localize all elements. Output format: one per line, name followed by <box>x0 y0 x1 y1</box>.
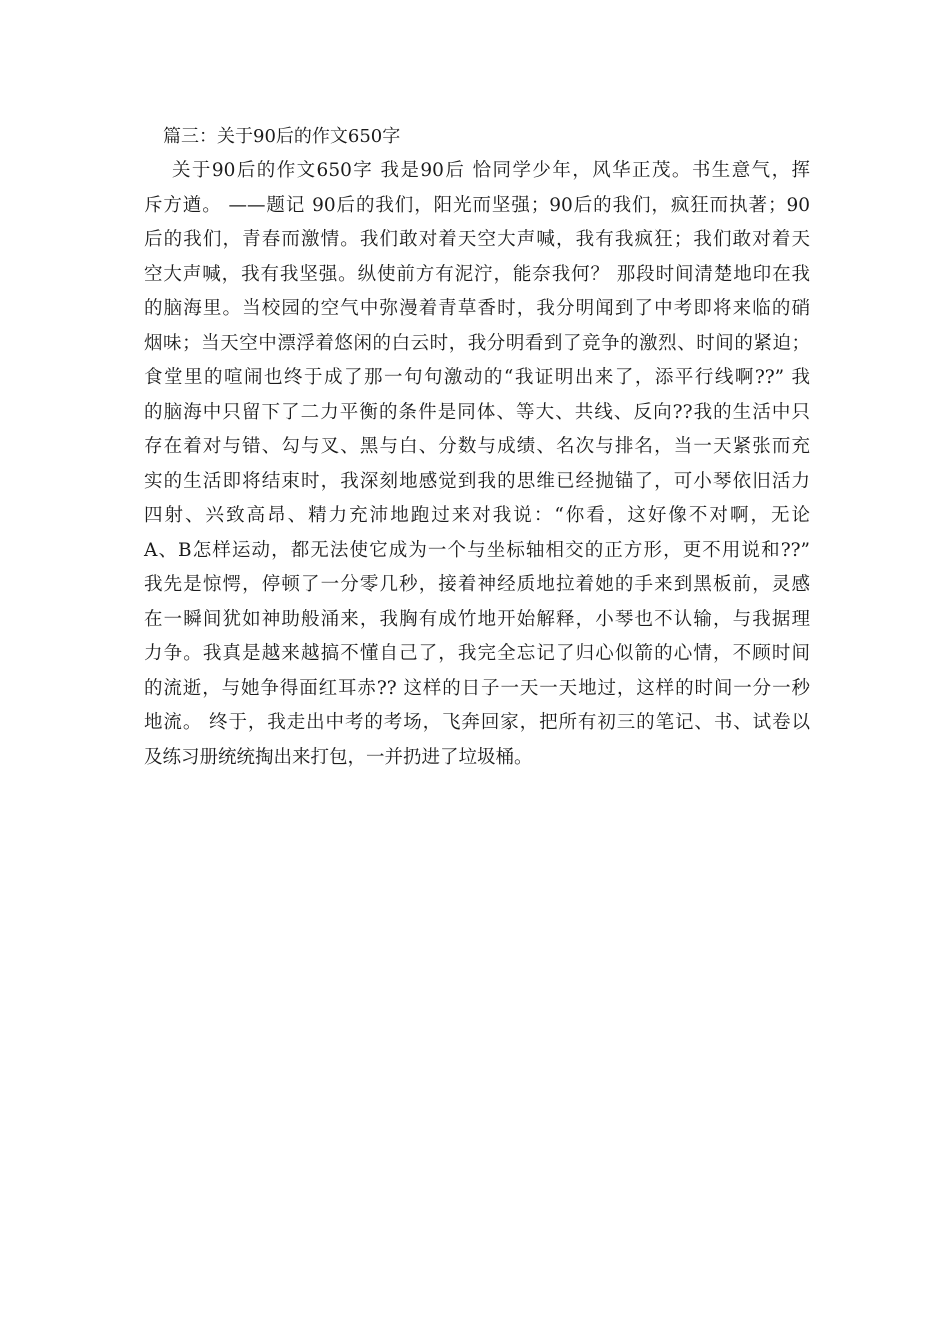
essay-line: 的脑海里。当校园的空气中弥漫着青草香时，我分明闻到了中考即将来临的硝 <box>144 298 810 319</box>
essay-line: 在一瞬间犹如神助般涌来，我胸有成竹地开始解释，小琴也不认输，与我据理 <box>144 608 810 630</box>
essay-line: 存在着对与错、勾与叉、黑与白、分数与成绩、名次与排名，当一天紧张而充 <box>144 436 810 457</box>
essay-line: 及练习册统统掏出来打包，一并扔进了垃圾桶。 <box>144 746 533 768</box>
essay-line: 地流。 终于，我走出中考的考场，飞奔回家，把所有初三的笔记、书、试卷以 <box>144 712 810 733</box>
essay-line: 的流逝，与她争得面红耳赤?? 这样的日子一天一天地过，这样的时间一分一秒 <box>144 677 810 699</box>
essay-line: 的脑海中只留下了二力平衡的条件是同体、等大、共线、反向??我的生活中只 <box>144 401 810 423</box>
essay-line: 实的生活即将结束时，我深刻地感觉到我的思维已经抛锚了，可小琴依旧活力 <box>144 470 810 492</box>
essay-line: 斥方遒。 ——题记 90后的我们，阳光而坚强；90后的我们，疯狂而执著；90 <box>144 194 810 216</box>
essay-line: 四射、兴致高昂、精力充沛地跑过来对我说：“你看，这好像不对啊，无论 <box>144 505 810 526</box>
essay-line: 我先是惊愕，停顿了一分零几秒，接着神经质地拉着她的手来到黑板前，灵感 <box>144 574 810 595</box>
essay-line: 后的我们，青春而激情。我们敢对着天空大声喊，我有我疯狂；我们敢对着天 <box>144 229 810 250</box>
essay-line: 食堂里的喧闹也终于成了那一句句激动的“我证明出来了，添平行线啊??” 我 <box>144 367 810 388</box>
essay-title: 篇三：关于90后的作文650字 <box>163 126 401 147</box>
essay-line: 空大声喊，我有我坚强。纵使前方有泥泞，能奈我何？ 那段时间清楚地印在我 <box>144 263 810 285</box>
essay-line: 烟味；当天空中漂浮着悠闲的白云时，我分明看到了竞争的激烈、时间的紧迫； <box>144 332 810 354</box>
essay-line: 关于90后的作文650字 我是90后 恰同学少年，风华正茂。书生意气，挥 <box>172 160 810 181</box>
essay-line: 力争。我真是越来越搞不懂自己了，我完全忘记了归心似箭的心情，不顾时间 <box>144 643 810 664</box>
essay-line: A、B怎样运动，都无法使它成为一个与坐标轴相交的正方形，更不用说和??” <box>144 539 810 561</box>
essay-body <box>144 154 810 775</box>
